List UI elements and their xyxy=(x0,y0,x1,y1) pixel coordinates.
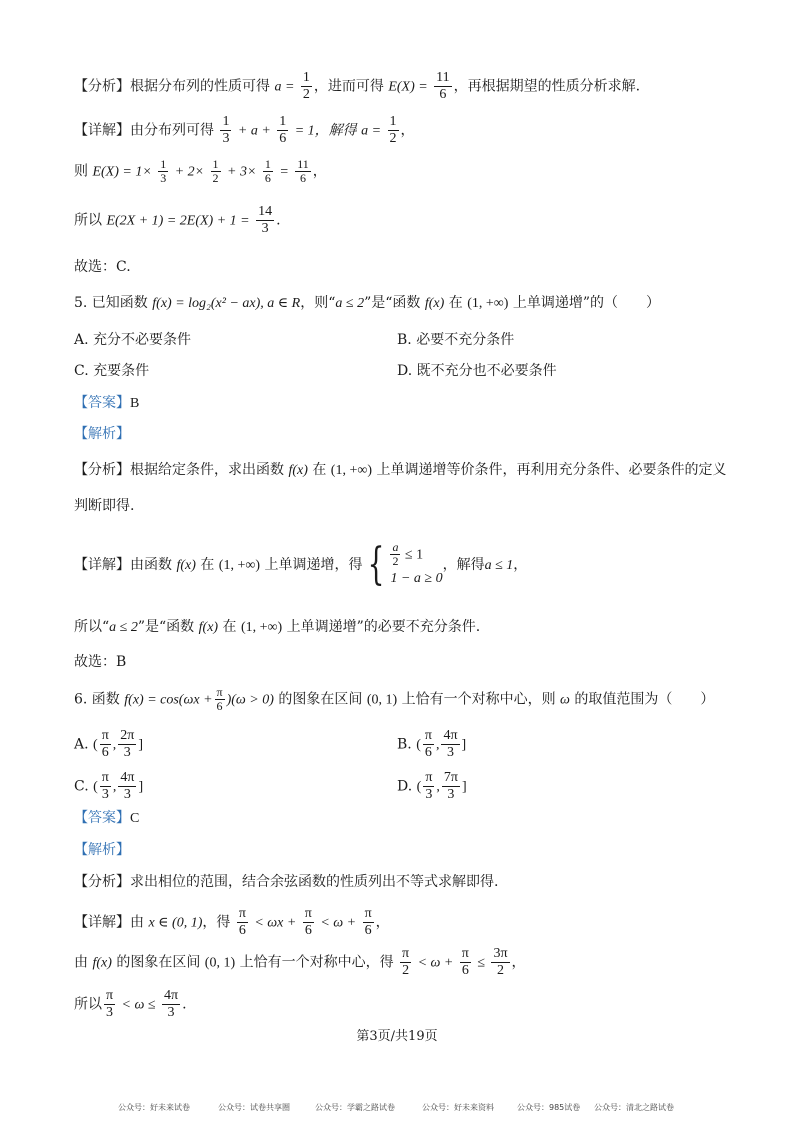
fraction: $\frac{1}{2}$ xyxy=(212,157,219,185)
q5-option-c: C. 充要条件 xyxy=(74,363,150,379)
fraction: $\frac{11}{6}$ xyxy=(297,157,309,185)
inequality-system: $\frac{a}{2}$ ≤ 1 1 − a ≥ 0 xyxy=(390,539,443,586)
q5-jiexi-tag: 【解析】 xyxy=(74,426,130,442)
math: f(x) = log₂(x² − ax), a ∈ R xyxy=(152,296,301,311)
punct: ， xyxy=(312,163,327,180)
q5-option-b: B. 必要不充分条件 xyxy=(397,332,515,348)
math: a ≤ 2 xyxy=(335,296,365,311)
text: 在 xyxy=(448,295,463,311)
q4-analysis-line xyxy=(74,70,640,103)
text: 上单调递增”的（ ） xyxy=(512,295,661,311)
fraction: $\frac{1}{6}$ xyxy=(279,114,287,146)
watermark: 公众号：好未来试卷 xyxy=(118,1103,190,1112)
math: + 2× xyxy=(174,164,205,180)
q6-stem: 6. 函数 f(x) = cos(ωx + $\frac{\pi}{6}$ )(ω > 0) 的图象在区间 (0, 1) 上恰有一个对称中心，则 ω 的取值范围为（ ） xyxy=(74,685,715,713)
q6-option-d: D. ( $\frac{\pi}{3}$ , $\frac{7\pi}{3}$ ] xyxy=(397,770,467,802)
q6-conclusion: 所以 $\frac{\pi}{3}$ < ω ≤ $\frac{4\pi}{3}$ . xyxy=(74,988,187,1020)
q4-conclusion-line xyxy=(74,204,281,237)
fraction: $\frac{1}{2}$ xyxy=(389,114,397,146)
watermark: 公众号：清北之路试卷 xyxy=(594,1103,674,1112)
analysis-text: ，再根据期望的性质分析求解. xyxy=(453,78,641,95)
math: a = xyxy=(274,79,295,95)
left-brace: { xyxy=(368,539,385,590)
math: = xyxy=(279,164,289,180)
math: (1, +∞) xyxy=(467,296,509,311)
q5-stem xyxy=(74,293,660,314)
text: ”是“函数 xyxy=(364,295,421,311)
math: + 3× xyxy=(227,164,257,180)
math: E(X) = xyxy=(388,79,428,95)
q6-detail: 【详解】由 x ∈ (0, 1)，得 $\frac{\pi}{6}$ < ωx + $\frac{\pi}{6}$ < ω + $\frac{\pi}{6}$ ， xyxy=(74,906,390,938)
watermark: 公众号：985试卷 xyxy=(517,1103,581,1112)
analysis-text: 根据分布列的性质可得 xyxy=(130,78,270,95)
math: f(x) xyxy=(424,296,445,311)
q4-expectation-line xyxy=(74,158,327,185)
fraction: $\frac{14}{3}$ xyxy=(258,204,273,236)
q4-choice: 故选：C. xyxy=(74,259,131,275)
math: + a + xyxy=(237,123,271,139)
page-number: 第3页/共19页 xyxy=(356,1029,438,1044)
fraction: $\frac{1}{6}$ xyxy=(264,157,271,185)
math: = 1，解得 xyxy=(294,123,357,139)
q5-analysis-cont: 判断即得. xyxy=(74,498,135,514)
q5-conclusion: 所以“a ≤ 2”是“函数 f(x) 在 (1, +∞) 上单调递增”的必要不充分条件. xyxy=(74,619,481,635)
watermark: 公众号：学霸之路试卷 xyxy=(315,1103,395,1112)
watermark: 公众号：好未来资料 xyxy=(422,1103,494,1112)
q6-option-c: C. ( $\frac{\pi}{3}$ , $\frac{4\pi}{3}$ ] xyxy=(74,770,144,802)
q5-choice: 故选：B xyxy=(74,654,127,670)
question-number: 5. 已知函数 xyxy=(74,295,148,311)
q6-derivation: 由 f(x) 的图象在区间 (0, 1) 上恰有一个对称中心，得 $\frac{\pi}{2}$ < ω + $\frac{\pi}{6}$ ≤ $\frac{3\pi}{2}$ ， xyxy=(74,946,526,978)
q6-option-a: A. ( $\frac{\pi}{6}$ , $\frac{2\pi}{3}$ ] xyxy=(74,728,144,760)
fraction: $\frac{1}{2}$ xyxy=(302,70,310,102)
fraction: $\frac{11}{6}$ xyxy=(436,70,450,102)
q5-answer: 【答案】B xyxy=(74,395,140,411)
text: 则 xyxy=(74,163,88,180)
math: E(X) = 1× xyxy=(92,164,152,180)
q5-detail: 【详解】由函数 f(x) 在 (1, +∞) 上单调递增，得 { $\frac{a}{2}$ ≤ 1 1 − a ≥ 0 ，解得a ≤ 1， xyxy=(74,539,528,590)
q6-option-b: B. ( $\frac{\pi}{6}$ , $\frac{4\pi}{3}$ ] xyxy=(397,728,467,760)
fraction: $\frac{1}{3}$ xyxy=(160,157,167,185)
text: 所以 xyxy=(74,212,102,229)
analysis-text: ，进而可得 xyxy=(313,78,384,95)
q6-analysis: 【分析】求出相位的范围，结合余弦函数的性质列出不等式求解即得. xyxy=(74,874,499,890)
watermark: 公众号：试卷共享圈 xyxy=(218,1103,290,1112)
punct: . xyxy=(276,212,281,229)
detail-text: 由分布列可得 xyxy=(130,122,214,139)
detail-tag: 【详解】 xyxy=(74,122,130,139)
q5-option-d: D. 既不充分也不必要条件 xyxy=(397,363,557,379)
text: ，则“ xyxy=(300,295,336,311)
math: a = xyxy=(361,123,382,139)
q6-jiexi-tag: 【解析】 xyxy=(74,842,130,858)
q5-option-a: A. 充分不必要条件 xyxy=(74,332,192,348)
punct: ， xyxy=(400,122,415,139)
analysis-tag: 【分析】 xyxy=(74,78,130,95)
q5-analysis: 【分析】根据给定条件，求出函数 f(x) 在 (1, +∞) 上单调递增等价条件，再利用充分条件、必要条件的定义 xyxy=(74,462,727,478)
q6-answer: 【答案】C xyxy=(74,810,140,826)
fraction: $\frac{1}{3}$ xyxy=(222,114,230,146)
q4-detail-line xyxy=(74,114,415,147)
math: E(2X + 1) = 2E(X) + 1 = xyxy=(106,213,250,229)
